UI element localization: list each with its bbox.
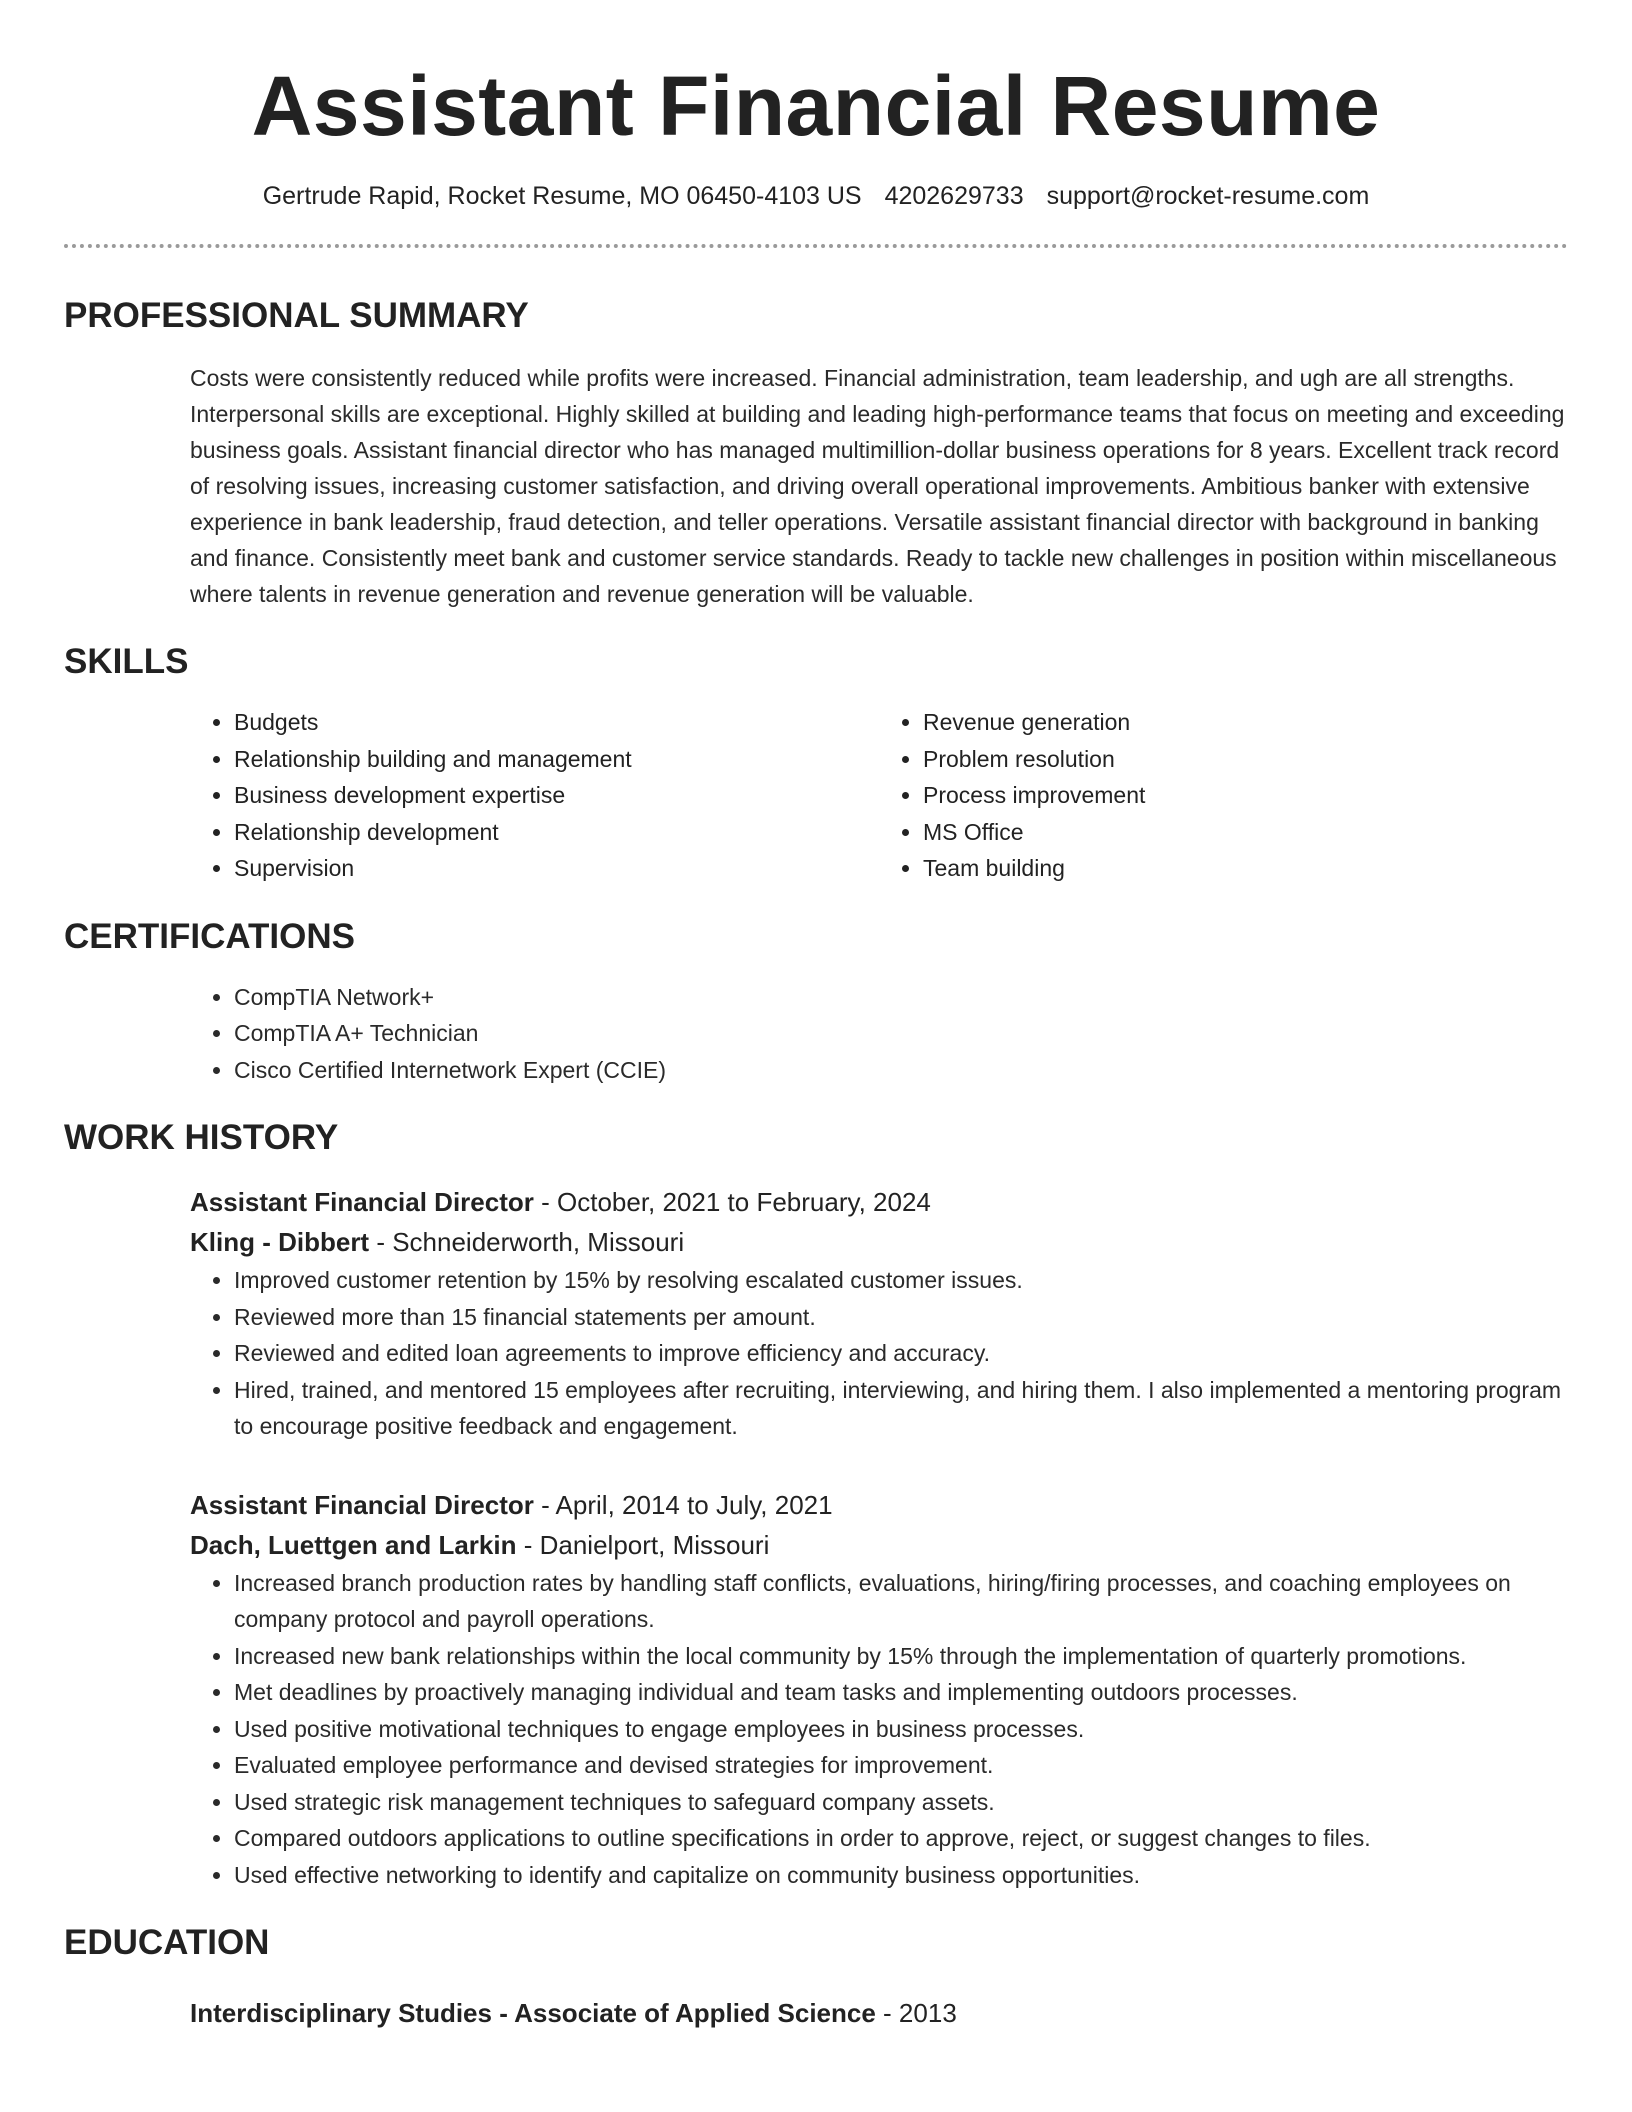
skill-item: • Relationship development — [234, 814, 879, 851]
job-entry — [190, 1485, 1568, 1894]
job-bullet: • Increased branch production rates by handling staff conflicts, evaluations, hiring/firing processes, and coaching employees on company protocol and payroll operations. — [234, 1565, 1568, 1638]
resume-title: Assistant Financial Resume — [251, 59, 1381, 153]
job-dates: - October, 2021 to February, 2024 — [533, 1187, 931, 1217]
skill-item: • Team building — [923, 850, 1568, 887]
job-bullet: • Used strategic risk management techniques to safeguard company assets. — [234, 1784, 1568, 1821]
job-dates: - April, 2014 to July, 2021 — [533, 1489, 833, 1520]
job-bullet: • Evaluated employee performance and devised strategies for improvement. — [234, 1747, 1568, 1784]
job-bullets — [190, 1565, 1568, 1894]
job-entry — [190, 1182, 1568, 1445]
job-bullet: • Improved customer retention by 15% by resolving escalated customer issues. — [234, 1262, 1568, 1299]
summary-heading: PROFESSIONAL SUMMARY — [64, 296, 529, 335]
skill-item: • Process improvement — [923, 777, 1568, 814]
job-company: Kling - Dibbert — [190, 1227, 370, 1257]
education-year: - 2013 — [875, 1998, 957, 2028]
job-title-line — [190, 1485, 1568, 1525]
skills-list-right — [879, 704, 1568, 887]
education-entry — [190, 1993, 1568, 2033]
job-title: Assistant Financial Director — [190, 1187, 534, 1217]
skill-item: • Budgets — [234, 704, 879, 741]
job-title-line — [190, 1182, 1568, 1222]
job-location: - Danielport, Missouri — [516, 1529, 770, 1560]
skill-item: • MS Office — [923, 814, 1568, 851]
job-location: - Schneiderworth, Missouri — [369, 1227, 685, 1257]
skill-item: • Supervision — [234, 850, 879, 887]
certifications-heading: CERTIFICATIONS — [64, 916, 356, 956]
resume-page — [64, 0, 1568, 2033]
job-title: Assistant Financial Director — [190, 1489, 534, 1520]
certifications-list — [190, 979, 1568, 1089]
contact-phone: 4202629733 — [884, 182, 1024, 210]
job-company-line — [190, 1222, 1568, 1262]
education-heading: EDUCATION — [64, 1923, 270, 1962]
certifications-section — [190, 979, 1568, 1089]
header-divider — [64, 244, 1568, 248]
summary-text: Costs were consistently reduced while profits were increased. Financial administration, team leadership, and ugh are all strengths. Interpersonal skills are exceptional. Highly skilled at building and leading high-performance teams that focus on meeting and exceeding business goals. Assistant financial director who has managed multimillion-dollar business operations for 8 years. Excellent track record of resolving issues, increasing customer satisfaction, and driving overall operational improvements. Ambitious banker with extensive experience in bank leadership, fraud detection, and teller operations. Versatile assistant financial director with background in banking and finance. Consistently meet bank and customer service standards. Ready to tackle new challenges in position within miscellaneous where talents in revenue generation and revenue generation will be valuable. — [190, 365, 1565, 607]
job-bullet: • Reviewed and edited loan agreements to improve efficiency and accuracy. — [234, 1335, 1568, 1372]
job-company: Dach, Luettgen and Larkin — [190, 1529, 517, 1560]
skill-item: • Revenue generation — [923, 704, 1568, 741]
skill-item: • Problem resolution — [923, 741, 1568, 778]
job-bullet: • Compared outdoors applications to outline specifications in order to approve, reject, or suggest changes to files. — [234, 1820, 1568, 1857]
skills-heading: SKILLS — [64, 642, 189, 681]
job-bullet: • Used positive motivational techniques to engage employees in business processes. — [234, 1711, 1568, 1748]
job-bullet: • Hired, trained, and mentored 15 employees after recruiting, interviewing, and hiring them. I also implemented a mentoring program to encourage positive feedback and engagement. — [234, 1372, 1568, 1445]
job-bullet: • Increased new bank relationships within the local community by 15% through the implementation of quarterly promotions. — [234, 1638, 1568, 1675]
work-history-heading: WORK HISTORY — [64, 1118, 339, 1157]
contact-address: Gertrude Rapid, Rocket Resume, MO 06450-4103 US — [262, 182, 862, 210]
job-bullet: • Used effective networking to identify and capitalize on community business opportunities. — [234, 1857, 1568, 1894]
contact-line — [64, 178, 1568, 214]
education-degree: Interdisciplinary Studies - Associate of Applied Science — [190, 1998, 876, 2028]
job-bullet: • Reviewed more than 15 financial statements per amount. — [234, 1299, 1568, 1336]
certification-item: • Cisco Certified Internetwork Expert (CCIE) — [234, 1052, 1568, 1089]
skills-list-left — [190, 704, 879, 887]
skill-item: • Business development expertise — [234, 777, 879, 814]
job-bullet: • Met deadlines by proactively managing individual and team tasks and implementing outdoors processes. — [234, 1674, 1568, 1711]
certification-item: • CompTIA A+ Technician — [234, 1015, 1568, 1052]
skills-columns — [190, 704, 1568, 887]
job-bullets — [190, 1262, 1568, 1445]
certification-item: • CompTIA Network+ — [234, 979, 1568, 1016]
skill-item: • Relationship building and management — [234, 741, 879, 778]
job-company-line — [190, 1525, 1568, 1565]
contact-email: support@rocket-resume.com — [1046, 182, 1370, 210]
